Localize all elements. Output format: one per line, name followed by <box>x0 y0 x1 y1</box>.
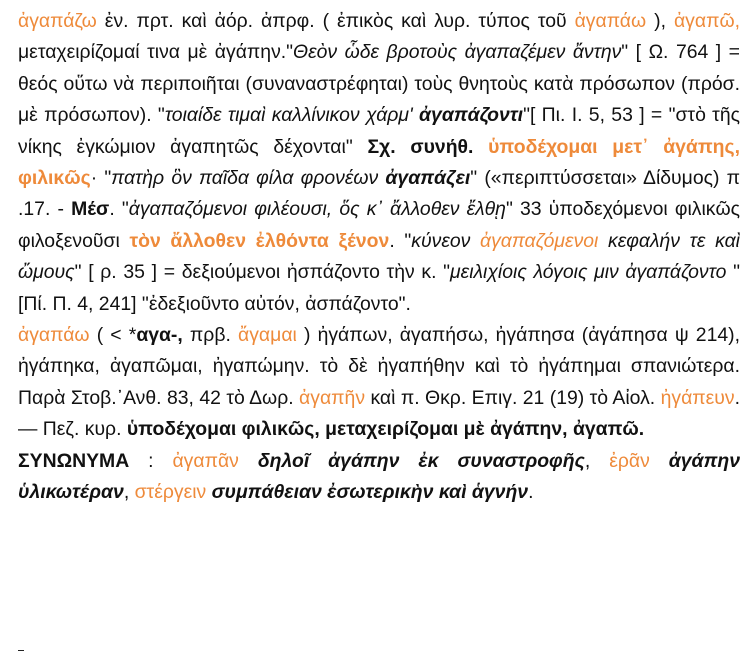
text-run <box>473 136 488 158</box>
text-run: μεταχειρίζομαί τινα μὲ ἀγάπην." <box>18 41 294 64</box>
highlighted-term: ὑποδέχομαι μετ᾽ ἀγάπης, φιλικῶς <box>18 135 740 190</box>
highlighted-term: ἀγαπᾶν <box>172 449 239 472</box>
text-run: . " <box>389 229 412 252</box>
text-run: καὶ π. Θκρ. Επιγ. 21 (19) τὸ Αἰολ. <box>365 386 661 409</box>
highlighted-term: ἐρᾶν <box>609 449 650 472</box>
highlighted-term: ἠγάπευν <box>660 386 735 409</box>
text-run: κύνεον <box>411 229 481 252</box>
text-run: , <box>123 481 135 504</box>
entry-agapao-paragraph <box>18 320 740 446</box>
highlighted-term: ἀγαπάω <box>18 324 90 347</box>
text-run <box>650 450 669 472</box>
text-run: " («περιπτύσσεται» Δίδυμος) π .17. - <box>18 167 740 221</box>
text-run: συμπάθειαν ἐσωτερικὴν καὶ ἁγνήν <box>211 481 529 504</box>
text-run: "[Πί. Π. 4, 241] "ἐδεξιοῦντο αὐτόν, ἀσπάζοντο". <box>18 261 740 315</box>
entry-agapazo-paragraph <box>18 6 740 320</box>
highlighted-term: ἀγαπάω <box>574 10 647 32</box>
dictionary-entry-text <box>18 6 740 509</box>
highlighted-term: τὸν ἄλλοθεν ἐλθόντα ξένον <box>129 229 390 252</box>
highlighted-term: ἀγαπαζόμενοι <box>480 229 599 252</box>
text-run: Μέσ <box>71 198 110 221</box>
text-run: ΣΥΝΩΝΥΜΑ <box>18 449 130 472</box>
text-run: μειλιχίοις λόγοις μιν ἀγαπάζοντο <box>450 261 727 284</box>
text-run: " [ Ω. 764 ] = θεός οὕτω νὰ περιποιῆται (συναναστρέφηται) τοὺς θνητοὺς κατὰ πρόσωπον (πρόσ. μὲ πρόσωπον). " <box>18 41 741 127</box>
text-run: " 33 ὑποδεχόμενοι φιλικῶς φιλοξενοῦσι <box>18 198 740 252</box>
text-run: πατὴρ ὃν παῖδα φίλα φρονέων <box>111 167 386 190</box>
text-run <box>239 450 258 472</box>
text-run: "[ Πι. Ι. 5, 53 ] = "στὸ τῆς νίκης ἐγκώμιον ἀγαπητῶς δέχονται" <box>18 104 740 158</box>
text-run: ἀγαπαζόμενοι φιλέουσι, ὅς κ᾽ ἄλλοθεν ἔλθῃ <box>128 198 506 221</box>
text-run: δηλοῖ ἀγάπην ἐκ συναστροφῆς <box>257 449 585 472</box>
text-run: πρβ. <box>182 324 239 347</box>
text-run: ), <box>646 10 674 32</box>
highlighted-term: ἀγαπῆν <box>299 386 366 409</box>
text-run: " [ ρ. 35 ] = δεξιούμενοι ἠσπάζοντο τὴν κ. " <box>74 261 451 284</box>
text-run: ἐν. πρτ. καὶ ἀόρ. ἀπρφ. ( ἐπικὸς καὶ λυρ. τύπος τοῦ <box>96 10 575 32</box>
text-run: τοιαίδε τιμαὶ καλλίνικον χάρμ' <box>164 104 420 127</box>
text-run: . <box>528 481 534 504</box>
text-run: ἀγαπάζοντι <box>419 104 524 127</box>
synonyms-paragraph <box>18 446 740 509</box>
highlighted-term: ἄγαμαι <box>238 324 297 347</box>
text-run: . — Πεζ. κυρ. <box>18 386 740 441</box>
text-run: αγα-, <box>136 324 183 347</box>
text-run: . " <box>109 198 129 221</box>
text-run: ( < * <box>89 324 137 347</box>
highlighted-term: ἀγαπάζω <box>18 10 97 32</box>
text-run: : <box>129 449 173 472</box>
text-run: Θεὸν ὧδε βροτοὺς ἀγαπαζέμεν ἄντην <box>293 41 622 64</box>
text-run: · " <box>90 167 112 190</box>
text-run: Σχ. συνήθ. <box>367 135 474 158</box>
text-run: ) ἠγάπων, ἀγαπήσω, ἠγάπησα (ἀγάπησα ψ 214), ἠγάπηκα, ἀγαπῶμαι, ἠγαπώμην. τὸ δὲ ἠγαπήθην καὶ τὸ ἠγάπημαι σπανιώτερα. Παρὰ Στοβ.᾽Ανθ. 83, 42 τὸ Δωρ. <box>18 324 740 409</box>
text-run: ὑποδέχομαι φιλικῶς, μεταχειρίζομαι μὲ ἀγάπην, ἀγαπῶ. <box>126 418 645 441</box>
text-run: ἀγαπάζει <box>385 167 471 190</box>
text-run: ἀγάπην ὑλικωτέραν <box>18 449 741 504</box>
highlighted-term: στέργειν <box>134 481 207 504</box>
text-run: κεφαλήν τε καὶ ὤμους <box>18 229 740 284</box>
text-run: , <box>584 449 610 472</box>
trailing-mark <box>18 650 24 651</box>
highlighted-term: ἀγαπῶ, <box>673 10 740 32</box>
